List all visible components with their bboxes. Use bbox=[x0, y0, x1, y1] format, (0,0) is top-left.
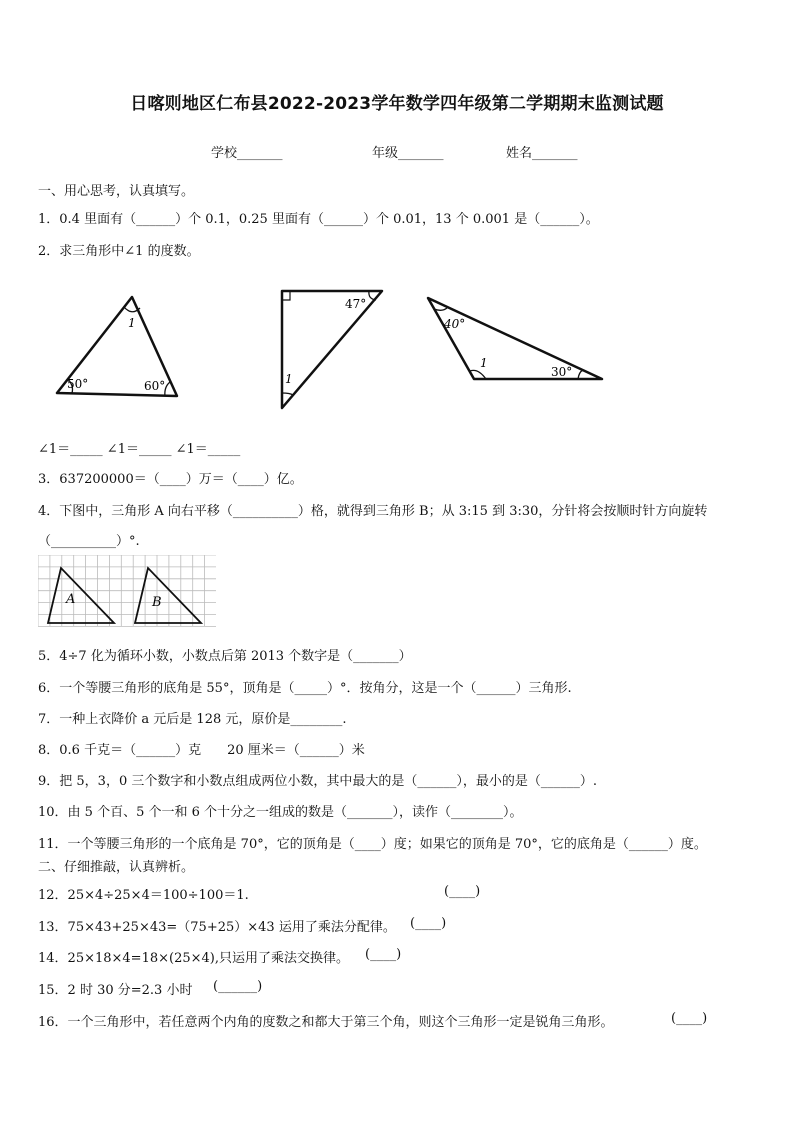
question-12: 12．25×4÷25×4＝100÷100＝1. bbox=[38, 888, 249, 903]
triangle-1-left-label: 50° bbox=[67, 377, 89, 391]
triangle-a-label: A bbox=[66, 592, 76, 607]
triangle-figure-1 bbox=[50, 290, 185, 402]
question-11: 11．一个等腰三角形的一个底角是 70°，它的顶角是（____）度；如果它的顶角是 70°，它的底角是（______）度。 bbox=[38, 837, 707, 852]
section-2-heading: 二、仔细推敲，认真辨析。 bbox=[38, 860, 195, 875]
question-5: 5．4÷7 化为循环小数，小数点后第 2013 个数字是（_______） bbox=[38, 649, 412, 664]
question-16-answer-blank[interactable]: (____) bbox=[671, 1011, 708, 1026]
triangle-3-left-label: 40° bbox=[444, 317, 466, 331]
question-10: 10．由 5 个百、5 个一和 6 个十分之一组成的数是（_______），读作（________）。 bbox=[38, 805, 523, 820]
triangle-3-right-label: 30° bbox=[551, 365, 573, 379]
question-3: 3．637200000＝（____）万＝（____）亿。 bbox=[38, 472, 303, 487]
triangle-b-label: B bbox=[152, 595, 162, 610]
question-7: 7．一种上衣降价 a 元后是 128 元，原价是________. bbox=[38, 712, 347, 727]
question-4-line-2: （__________）°. bbox=[38, 534, 140, 549]
name-field: 姓名_______ bbox=[506, 146, 578, 161]
triangle-2-top-label: 47° bbox=[345, 297, 367, 311]
question-2-answers: ∠1＝_____ ∠1＝_____ ∠1＝_____ bbox=[38, 442, 241, 457]
question-15: 15．2 时 30 分=2.3 小时 bbox=[38, 983, 193, 998]
triangle-1-top-label: 1 bbox=[128, 316, 136, 330]
question-1: 1．0.4 里面有（______）个 0.1，0.25 里面有（______）个 0.01，13 个 0.001 是（______）。 bbox=[38, 212, 599, 227]
question-14: 14．25×18×4=18×(25×4),只运用了乘法交换律。 bbox=[38, 951, 349, 966]
question-8: 8．0.6 千克＝（______）克 20 厘米＝（______）米 bbox=[38, 743, 365, 758]
school-field: 学校_______ bbox=[211, 146, 283, 161]
question-16: 16．一个三角形中，若任意两个内角的度数之和都大于第三个角，则这个三角形一定是锐角三角形。 bbox=[38, 1015, 614, 1030]
question-13: 13．75×43+25×43=（75+25）×43 运用了乘法分配律。 bbox=[38, 920, 396, 935]
triangle-3-mid-label: 1 bbox=[480, 356, 488, 370]
triangle-2-bottom-label: 1 bbox=[285, 372, 293, 386]
page-title: 日喀则地区仁布县2022-2023学年数学四年级第二学期期末监测试题 bbox=[130, 94, 664, 114]
question-2: 2．求三角形中∠1 的度数。 bbox=[38, 244, 200, 259]
question-13-answer-blank[interactable]: (____) bbox=[410, 916, 447, 931]
question-15-answer-blank[interactable]: (______) bbox=[213, 979, 263, 994]
translation-grid-figure bbox=[38, 555, 216, 635]
question-12-answer-blank[interactable]: (____) bbox=[444, 884, 481, 899]
triangle-figure-3 bbox=[420, 290, 610, 385]
grade-field: 年级_______ bbox=[372, 146, 444, 161]
question-9: 9．把 5，3，0 三个数字和小数点组成两位小数，其中最大的是（______），最小的是（______）. bbox=[38, 774, 597, 789]
question-6: 6．一个等腰三角形的底角是 55°，顶角是（_____）°．按角分，这是一个（______）三角形. bbox=[38, 681, 572, 696]
question-14-answer-blank[interactable]: (____) bbox=[365, 947, 402, 962]
triangle-figure-2 bbox=[272, 283, 387, 413]
question-4-line-1: 4．下图中，三角形 A 向右平移（__________）格，就得到三角形 B；从 3:15 到 3:30，分针将会按顺时针方向旋转 bbox=[38, 504, 708, 519]
triangle-1-right-label: 60° bbox=[144, 379, 166, 393]
section-1-heading: 一、用心思考，认真填写。 bbox=[38, 184, 195, 199]
